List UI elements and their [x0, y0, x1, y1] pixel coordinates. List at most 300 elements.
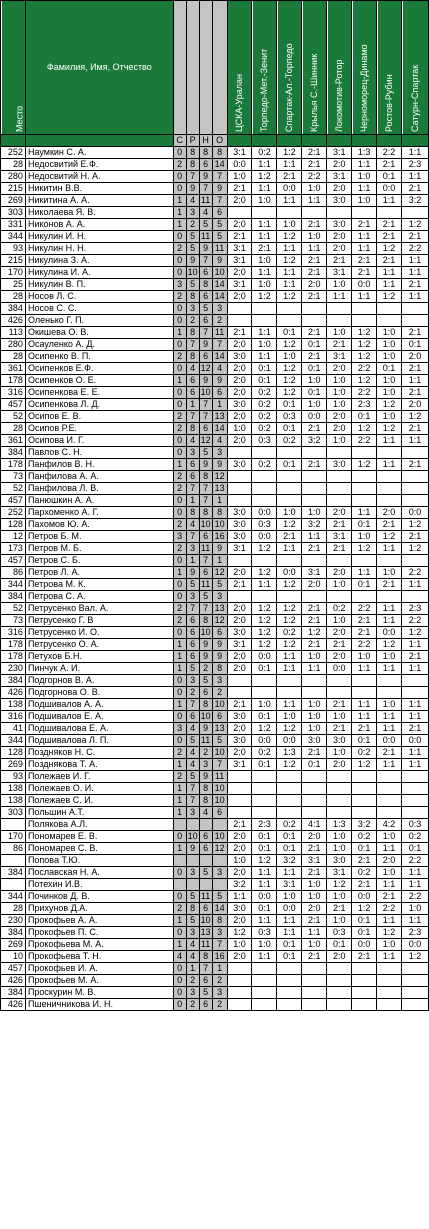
- score-cell: 1:1: [302, 243, 327, 255]
- stat-cell: 8: [186, 291, 199, 303]
- score-cell: 2:1: [302, 423, 327, 435]
- score-cell: 1:1: [377, 459, 402, 471]
- stat-cell: 12: [212, 567, 227, 579]
- stat-cell: 3: [186, 543, 199, 555]
- stat-cell: 7: [199, 255, 212, 267]
- name-cell: Петрусенко Г. В: [25, 615, 173, 627]
- stat-cell: 5: [212, 579, 227, 591]
- name-cell: Петров Л. А.: [25, 567, 173, 579]
- score-cell: 2:1: [302, 459, 327, 471]
- name-cell: Осипенко В. П.: [25, 351, 173, 363]
- name-cell: Осипенков О. Е.: [25, 375, 173, 387]
- score-cell: [302, 315, 327, 327]
- stat-cell: 4: [199, 207, 212, 219]
- score-cell: 1:0: [377, 411, 402, 423]
- score-cell: 2:1: [377, 231, 402, 243]
- score-cell: [327, 675, 352, 687]
- stat-cell: 0: [173, 231, 186, 243]
- score-cell: 0:1: [277, 459, 302, 471]
- score-cell: 0:1: [402, 339, 429, 351]
- score-cell: [402, 987, 429, 999]
- table-row: [1, 747, 429, 759]
- score-cell: [302, 303, 327, 315]
- score-cell: 2:1: [277, 171, 302, 183]
- stat-cell: 4: [186, 951, 199, 963]
- name-cell: Пономарев Е. В.: [25, 831, 173, 843]
- name-cell: Петрусенко О. А.: [25, 639, 173, 651]
- score-cell: 2:2: [352, 639, 377, 651]
- score-cell: 3:0: [227, 903, 252, 915]
- stat-cell: 7: [199, 603, 212, 615]
- score-cell: 1:1: [352, 231, 377, 243]
- stat-cell: 13: [212, 483, 227, 495]
- name-cell: Никулина И. А.: [25, 267, 173, 279]
- stat-cell: 8: [199, 951, 212, 963]
- score-cell: 0:1: [302, 387, 327, 399]
- table-row: [1, 579, 429, 591]
- score-cell: [377, 687, 402, 699]
- stat-cell: 2: [212, 975, 227, 987]
- score-cell: [252, 783, 277, 795]
- name-cell: Пославская Н. А.: [25, 867, 173, 879]
- score-cell: [402, 495, 429, 507]
- score-cell: 1:0: [352, 651, 377, 663]
- score-cell: 2:1: [327, 543, 352, 555]
- score-cell: 1:1: [352, 159, 377, 171]
- table-row: [1, 243, 429, 255]
- stat-cell: 7: [186, 483, 199, 495]
- score-cell: [302, 447, 327, 459]
- name-cell: Прокофьев А. А.: [25, 915, 173, 927]
- score-cell: [402, 555, 429, 567]
- place-cell: 316: [1, 711, 26, 723]
- stat-cell: 4: [212, 363, 227, 375]
- score-cell: 2:1: [327, 255, 352, 267]
- score-cell: 1:0: [327, 747, 352, 759]
- score-cell: 0:0: [252, 735, 277, 747]
- stat-cell: 1: [212, 555, 227, 567]
- stat-cell: 11: [200, 543, 211, 553]
- score-cell: 3:0: [327, 195, 352, 207]
- stat-cell: 1: [173, 375, 186, 387]
- score-cell: [352, 555, 377, 567]
- score-cell: 2:0: [227, 363, 252, 375]
- place-cell: 457: [1, 495, 26, 507]
- stat-cell: [173, 855, 186, 867]
- stat-cell: 11: [212, 243, 227, 255]
- score-cell: 0:3: [327, 927, 352, 939]
- score-cell: 2:1: [302, 843, 327, 855]
- score-cell: 3:0: [227, 351, 252, 363]
- place-cell: 426: [1, 687, 26, 699]
- name-cell: Петров М. Б.: [25, 543, 173, 555]
- stat-cell: 12: [212, 843, 227, 855]
- place-cell: 384: [1, 447, 26, 459]
- name-cell: Подшивалов А. А.: [25, 699, 173, 711]
- score-cell: 1:0: [377, 651, 402, 663]
- name-cell: Пинчук А. И.: [25, 663, 173, 675]
- score-cell: 2:1: [377, 255, 402, 267]
- score-cell: 2:1: [377, 579, 402, 591]
- score-cell: 0:0: [277, 183, 302, 195]
- table-row: [1, 171, 429, 183]
- stat-cell: 8: [186, 903, 199, 915]
- stat-cell: 5: [199, 591, 212, 603]
- score-cell: 1:2: [352, 375, 377, 387]
- score-cell: 0:3: [277, 411, 302, 423]
- score-cell: 3:0: [227, 399, 252, 411]
- stat-cell: 13: [200, 927, 211, 937]
- stat-cell: 5: [212, 219, 227, 231]
- stat-cell: 2: [212, 315, 227, 327]
- score-cell: 2:1: [352, 951, 377, 963]
- stat-cell: 3: [173, 531, 186, 543]
- score-cell: 1:1: [377, 267, 402, 279]
- score-cell: 2:3: [402, 927, 429, 939]
- stat-cell: 0: [173, 147, 186, 159]
- place-cell: 73: [1, 471, 26, 483]
- place-cell: 170: [1, 267, 26, 279]
- score-cell: 2:0: [327, 231, 352, 243]
- score-cell: [227, 999, 252, 1011]
- stat-cell: 1: [212, 399, 227, 411]
- score-cell: 3:1: [327, 531, 352, 543]
- stat-cell: 8: [199, 147, 212, 159]
- name-cell: Наумкин С. А.: [25, 147, 173, 159]
- stat-cell: [186, 879, 199, 891]
- score-cell: [302, 771, 327, 783]
- name-cell: Полежаев С. И.: [25, 795, 173, 807]
- score-cell: [252, 975, 277, 987]
- table-row: [1, 495, 429, 507]
- header-match-5: Локомотив-Ротор: [327, 1, 352, 135]
- score-cell: 1:0: [252, 279, 277, 291]
- place-cell: 252: [1, 507, 26, 519]
- score-cell: 1:0: [277, 351, 302, 363]
- score-cell: 2:2: [402, 891, 429, 903]
- stat-cell: 5: [212, 891, 227, 903]
- stat-cell: 3: [212, 303, 227, 315]
- score-cell: [277, 795, 302, 807]
- stat-cell: 2: [186, 687, 199, 699]
- stat-cell: 0: [173, 267, 186, 279]
- stat-cell: 6: [212, 387, 227, 399]
- place-cell: 280: [1, 171, 26, 183]
- stat-cell: 2: [199, 663, 212, 675]
- score-cell: 1:1: [277, 699, 302, 711]
- score-cell: 1:1: [402, 711, 429, 723]
- score-cell: 2:3: [352, 399, 377, 411]
- score-cell: [327, 963, 352, 975]
- stat-cell: 9: [199, 771, 212, 783]
- table-row: [1, 327, 429, 339]
- score-cell: [352, 687, 377, 699]
- stat-cell: 2: [186, 975, 199, 987]
- stat-cell: 6: [199, 159, 212, 171]
- stat-cell: 13: [212, 603, 227, 615]
- score-cell: 0:1: [277, 423, 302, 435]
- score-cell: [302, 975, 327, 987]
- score-cell: 2:1: [402, 459, 429, 471]
- place-cell: 384: [1, 591, 26, 603]
- score-cell: 1:0: [302, 231, 327, 243]
- score-cell: 1:1: [377, 663, 402, 675]
- name-cell: Никитин В.В.: [25, 183, 173, 195]
- score-cell: 2:0: [327, 627, 352, 639]
- score-cell: 0:3: [252, 519, 277, 531]
- score-cell: 0:1: [252, 843, 277, 855]
- score-cell: 1:1: [277, 279, 302, 291]
- score-cell: 1:0: [377, 351, 402, 363]
- score-cell: [302, 795, 327, 807]
- stat-cell: 8: [186, 159, 199, 171]
- score-cell: [402, 807, 429, 819]
- score-cell: 2:0: [227, 867, 252, 879]
- score-cell: [252, 687, 277, 699]
- stat-cell: 6: [186, 615, 199, 627]
- score-cell: [227, 315, 252, 327]
- table-row: [1, 963, 429, 975]
- score-cell: 1:1: [277, 159, 302, 171]
- score-cell: 1:0: [377, 831, 402, 843]
- score-cell: 1:1: [252, 231, 277, 243]
- name-cell: Осипов Р.Е.: [25, 423, 173, 435]
- score-cell: 1:1: [377, 279, 402, 291]
- score-cell: [227, 987, 252, 999]
- stat-cell: 1: [173, 663, 186, 675]
- score-cell: [402, 795, 429, 807]
- stat-cell: 3: [212, 867, 227, 879]
- stat-cell: 1: [173, 939, 186, 951]
- stat-cell: 12: [200, 435, 211, 445]
- score-cell: 2:0: [327, 567, 352, 579]
- stat-cell: 6: [212, 207, 227, 219]
- score-cell: [402, 687, 429, 699]
- place-cell: 178: [1, 651, 26, 663]
- score-cell: 1:1: [252, 951, 277, 963]
- score-cell: 1:1: [277, 543, 302, 555]
- place-cell: 384: [1, 675, 26, 687]
- score-cell: 1:0: [302, 399, 327, 411]
- score-cell: 0:1: [352, 843, 377, 855]
- table-row: [1, 639, 429, 651]
- score-cell: [327, 483, 352, 495]
- score-cell: 3:0: [227, 735, 252, 747]
- score-cell: 1:1: [352, 183, 377, 195]
- score-cell: 1:2: [352, 543, 377, 555]
- score-cell: 1:1: [402, 291, 429, 303]
- score-cell: 1:0: [402, 903, 429, 915]
- place-cell: 10: [1, 951, 26, 963]
- score-cell: 0:2: [352, 831, 377, 843]
- stat-cell: [173, 819, 186, 831]
- score-cell: [402, 783, 429, 795]
- table-row: [1, 663, 429, 675]
- table-row: [1, 483, 429, 495]
- stat-cell: 8: [199, 783, 212, 795]
- score-cell: 2:1: [352, 855, 377, 867]
- score-cell: 0:1: [302, 339, 327, 351]
- stat-cell: 6: [212, 627, 227, 639]
- place-cell: 52: [1, 483, 26, 495]
- place-cell: 316: [1, 387, 26, 399]
- name-cell: Петров С. Б.: [25, 555, 173, 567]
- score-cell: 1:2: [277, 255, 302, 267]
- score-cell: 0:1: [352, 915, 377, 927]
- score-cell: 1:2: [327, 879, 352, 891]
- score-cell: 0:1: [327, 939, 352, 951]
- score-cell: [377, 783, 402, 795]
- score-cell: 1:2: [352, 327, 377, 339]
- stat-cell: 3: [186, 207, 199, 219]
- score-cell: [227, 447, 252, 459]
- score-cell: [252, 771, 277, 783]
- score-cell: 3:1: [227, 147, 252, 159]
- place-cell: 361: [1, 363, 26, 375]
- score-cell: 1:1: [352, 663, 377, 675]
- score-cell: 3:1: [302, 855, 327, 867]
- subheader-row: [1, 135, 429, 147]
- score-cell: [327, 975, 352, 987]
- name-cell: Недосвитий Е.Ф.: [25, 159, 173, 171]
- score-cell: [327, 555, 352, 567]
- stat-cell: 9: [199, 171, 212, 183]
- score-cell: 3:0: [227, 519, 252, 531]
- score-cell: 1:1: [252, 579, 277, 591]
- score-cell: 2:1: [327, 903, 352, 915]
- stat-cell: [199, 819, 212, 831]
- score-cell: [377, 471, 402, 483]
- stat-cell: 1: [173, 639, 186, 651]
- score-cell: 3:0: [227, 531, 252, 543]
- score-cell: [252, 207, 277, 219]
- score-cell: 2:0: [227, 615, 252, 627]
- score-cell: 2:1: [302, 291, 327, 303]
- stat-cell: 3: [186, 675, 199, 687]
- score-cell: 2:2: [377, 903, 402, 915]
- score-cell: 1:2: [377, 291, 402, 303]
- score-cell: 2:1: [402, 231, 429, 243]
- score-cell: [377, 675, 402, 687]
- score-cell: 1:1: [377, 603, 402, 615]
- stat-cell: 1: [173, 459, 186, 471]
- score-cell: 2:0: [377, 855, 402, 867]
- score-cell: [227, 975, 252, 987]
- score-cell: 2:2: [352, 387, 377, 399]
- name-cell: Петров Б. М.: [25, 531, 173, 543]
- stat-cell: 1: [173, 783, 186, 795]
- score-cell: [227, 795, 252, 807]
- score-cell: [302, 675, 327, 687]
- stat-cell: 8: [212, 915, 227, 927]
- stat-cell: [199, 879, 212, 891]
- score-cell: 1:2: [377, 423, 402, 435]
- stat-cell: 5: [212, 735, 227, 747]
- score-cell: 1:0: [352, 531, 377, 543]
- score-cell: 2:1: [302, 255, 327, 267]
- stat-cell: 0: [173, 303, 186, 315]
- name-cell: Никулин И. Н.: [25, 231, 173, 243]
- stat-cell: 6: [199, 351, 212, 363]
- score-cell: [227, 303, 252, 315]
- score-cell: 2:1: [227, 699, 252, 711]
- score-cell: [252, 555, 277, 567]
- table-row: [1, 771, 429, 783]
- col-s: С: [173, 135, 186, 147]
- stat-cell: 10: [200, 627, 211, 637]
- score-cell: 3:2: [302, 435, 327, 447]
- stat-cell: 2: [173, 519, 186, 531]
- stat-cell: 2: [173, 291, 186, 303]
- table-row: [1, 351, 429, 363]
- score-cell: [252, 591, 277, 603]
- place-cell: 28: [1, 351, 26, 363]
- stat-cell: 0: [173, 387, 186, 399]
- stat-cell: 8: [199, 507, 212, 519]
- stat-cell: 10: [200, 519, 211, 529]
- stat-cell: 6: [186, 375, 199, 387]
- place-cell: 303: [1, 207, 26, 219]
- score-cell: [252, 795, 277, 807]
- stat-cell: 5: [199, 867, 212, 879]
- score-cell: [252, 483, 277, 495]
- score-cell: 1:1: [402, 255, 429, 267]
- score-cell: [252, 495, 277, 507]
- place-cell: 457: [1, 399, 26, 411]
- stat-cell: 11: [200, 891, 211, 901]
- score-cell: 1:1: [227, 891, 252, 903]
- score-cell: 3:1: [327, 867, 352, 879]
- stat-cell: 9: [186, 183, 199, 195]
- score-cell: 0:0: [377, 627, 402, 639]
- table-row: [1, 723, 429, 735]
- stat-cell: 2: [173, 483, 186, 495]
- score-cell: 1:1: [402, 747, 429, 759]
- score-cell: 1:0: [252, 339, 277, 351]
- score-cell: 1:0: [327, 831, 352, 843]
- table-row: [1, 915, 429, 927]
- name-cell: Подшивалова Е. А.: [25, 723, 173, 735]
- score-cell: [352, 471, 377, 483]
- score-cell: 1:2: [277, 639, 302, 651]
- stat-cell: 7: [186, 171, 199, 183]
- score-cell: 1:1: [402, 267, 429, 279]
- header-match-6: Черноморец-Динамо: [352, 1, 377, 135]
- score-cell: 0:1: [252, 831, 277, 843]
- stat-cell: 4: [186, 363, 199, 375]
- score-cell: 2:3: [252, 819, 277, 831]
- place-cell: 269: [1, 195, 26, 207]
- stat-cell: 9: [212, 183, 227, 195]
- stat-cell: 7: [199, 411, 212, 423]
- stat-cell: 2: [186, 999, 199, 1011]
- stat-cell: 0: [173, 447, 186, 459]
- stat-cell: 1: [173, 651, 186, 663]
- table-row: [1, 435, 429, 447]
- stat-cell: 6: [186, 459, 199, 471]
- score-cell: 1:2: [402, 411, 429, 423]
- score-cell: [377, 315, 402, 327]
- name-cell: Осипенков Е.Ф.: [25, 363, 173, 375]
- score-cell: [327, 771, 352, 783]
- stat-cell: 7: [186, 339, 199, 351]
- score-cell: 1:1: [402, 171, 429, 183]
- place-cell: 384: [1, 927, 26, 939]
- stat-cell: 5: [186, 771, 199, 783]
- stat-cell: 0: [173, 891, 186, 903]
- place-cell: 86: [1, 843, 26, 855]
- score-cell: [252, 807, 277, 819]
